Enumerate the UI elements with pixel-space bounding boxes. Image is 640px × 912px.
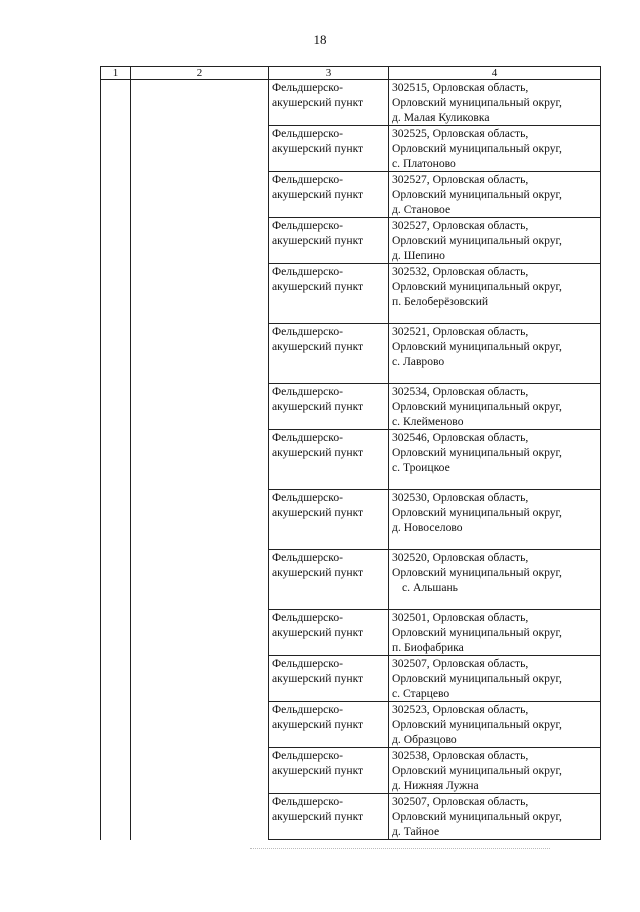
address-line: Орловский муниципальный округ, <box>392 446 562 459</box>
address-line: Орловский муниципальный округ, <box>392 810 562 823</box>
facility-type-line: акушерский пункт <box>272 446 364 459</box>
address-line: 302525, Орловская область, <box>392 127 529 140</box>
address-line: п. Биофабрика <box>392 641 464 654</box>
facility-type-line: акушерский пункт <box>272 400 364 413</box>
table-row <box>101 80 601 126</box>
address-line: д. Нижняя Лужна <box>392 779 479 792</box>
table-row <box>101 794 601 840</box>
address-line: Орловский муниципальный округ, <box>392 142 562 155</box>
cell-name <box>131 550 269 610</box>
cell-name <box>131 748 269 794</box>
cell-address <box>389 550 601 610</box>
cell-address <box>389 702 601 748</box>
cell-facility-type <box>269 126 389 172</box>
facility-type-line: акушерский пункт <box>272 626 364 639</box>
cell-number <box>101 80 131 126</box>
address-line: 302532, Орловская область, <box>392 265 529 278</box>
table-row <box>101 610 601 656</box>
cell-address <box>389 430 601 490</box>
cell-name <box>131 324 269 384</box>
address-line: 302520, Орловская область, <box>392 551 529 564</box>
address-line: 302523, Орловская область, <box>392 703 529 716</box>
cell-address <box>389 264 601 324</box>
facility-type-line: Фельдшерско- <box>272 219 343 232</box>
facility-type-line: Фельдшерско- <box>272 81 343 94</box>
cell-address <box>389 384 601 430</box>
address-line: 302527, Орловская область, <box>392 219 529 232</box>
address-line: 302507, Орловская область, <box>392 657 529 670</box>
facility-type-line: акушерский пункт <box>272 810 364 823</box>
address-line: д. Шепино <box>392 249 445 262</box>
cell-number <box>101 490 131 550</box>
cell-address <box>389 80 601 126</box>
table-row <box>101 550 601 610</box>
address-line: с. Старцево <box>392 687 450 700</box>
address-line: с. Платоново <box>392 157 456 170</box>
table-row <box>101 324 601 384</box>
cell-name <box>131 384 269 430</box>
cell-address <box>389 656 601 702</box>
cell-facility-type <box>269 80 389 126</box>
facility-type-line: акушерский пункт <box>272 96 364 109</box>
facility-type-line: Фельдшерско- <box>272 795 343 808</box>
cell-address <box>389 172 601 218</box>
cell-number <box>101 656 131 702</box>
facility-type-line: акушерский пункт <box>272 188 364 201</box>
facility-type-line: Фельдшерско- <box>272 491 343 504</box>
cell-name <box>131 794 269 840</box>
cell-number <box>101 218 131 264</box>
table-row <box>101 702 601 748</box>
cell-name <box>131 264 269 324</box>
cell-name <box>131 430 269 490</box>
cell-name <box>131 702 269 748</box>
cell-number <box>101 794 131 840</box>
cell-facility-type <box>269 656 389 702</box>
cell-name <box>131 126 269 172</box>
facility-type-line: Фельдшерско- <box>272 551 343 564</box>
table-row <box>101 172 601 218</box>
address-line: Орловский муниципальный округ, <box>392 718 562 731</box>
facility-type-line: Фельдшерско- <box>272 265 343 278</box>
cell-name <box>131 172 269 218</box>
address-line: 302501, Орловская область, <box>392 611 529 624</box>
cell-facility-type <box>269 610 389 656</box>
address-line: 302530, Орловская область, <box>392 491 529 504</box>
table-body <box>101 80 601 840</box>
address-line: п. Белоберёзовский <box>392 295 489 308</box>
cell-facility-type <box>269 324 389 384</box>
cell-name <box>131 80 269 126</box>
address-line: 302527, Орловская область, <box>392 173 529 186</box>
cell-number <box>101 126 131 172</box>
address-line: 302521, Орловская область, <box>392 325 529 338</box>
column-header-2: 2 <box>131 67 269 80</box>
cell-facility-type <box>269 794 389 840</box>
cell-number <box>101 748 131 794</box>
facility-type-line: акушерский пункт <box>272 340 364 353</box>
table-row <box>101 490 601 550</box>
cell-name <box>131 218 269 264</box>
address-line: д. Становое <box>392 203 451 216</box>
cell-address <box>389 218 601 264</box>
cell-number <box>101 430 131 490</box>
page-number: 18 <box>313 32 327 47</box>
facility-type-line: акушерский пункт <box>272 142 364 155</box>
cell-facility-type <box>269 748 389 794</box>
address-line: 302507, Орловская область, <box>392 795 529 808</box>
cell-facility-type <box>269 550 389 610</box>
facility-type-line: акушерский пункт <box>272 672 364 685</box>
address-line: Орловский муниципальный округ, <box>392 506 562 519</box>
address-line: д. Тайное <box>392 825 440 838</box>
cell-number <box>101 610 131 656</box>
facility-type-line: акушерский пункт <box>272 566 364 579</box>
cell-number <box>101 702 131 748</box>
address-line: Орловский муниципальный округ, <box>392 400 562 413</box>
header-row <box>101 67 601 80</box>
cell-number <box>101 172 131 218</box>
cell-facility-type <box>269 218 389 264</box>
table-row <box>101 218 601 264</box>
facility-type-line: Фельдшерско- <box>272 385 343 398</box>
facility-type-line: Фельдшерско- <box>272 127 343 140</box>
address-line: 302515, Орловская область, <box>392 81 529 94</box>
address-line: 302534, Орловская область, <box>392 385 529 398</box>
address-line: Орловский муниципальный округ, <box>392 96 562 109</box>
address-line: Орловский муниципальный округ, <box>392 626 562 639</box>
scan-artifact <box>250 848 550 850</box>
address-line: с. Троицкое <box>392 461 450 474</box>
table-row <box>101 264 601 324</box>
address-line: Орловский муниципальный округ, <box>392 188 562 201</box>
facility-type-line: Фельдшерско- <box>272 611 343 624</box>
cell-facility-type <box>269 384 389 430</box>
table-row <box>101 384 601 430</box>
facility-type-line: акушерский пункт <box>272 718 364 731</box>
address-line: Орловский муниципальный округ, <box>392 280 562 293</box>
address-line: с. Лаврово <box>392 355 445 368</box>
facility-type-line: акушерский пункт <box>272 234 364 247</box>
cell-facility-type <box>269 702 389 748</box>
address-line: Орловский муниципальный округ, <box>392 764 562 777</box>
facility-type-line: Фельдшерско- <box>272 703 343 716</box>
cell-address <box>389 324 601 384</box>
cell-facility-type <box>269 264 389 324</box>
address-line: д. Новоселово <box>392 521 463 534</box>
cell-address <box>389 610 601 656</box>
address-line: с. Клейменово <box>392 415 464 428</box>
cell-name <box>131 610 269 656</box>
cell-name <box>131 490 269 550</box>
facility-type-line: Фельдшерско- <box>272 325 343 338</box>
cell-facility-type <box>269 490 389 550</box>
address-line: д. Малая Куликовка <box>392 111 490 124</box>
address-line: Орловский муниципальный округ, <box>392 340 562 353</box>
facility-type-line: акушерский пункт <box>272 764 364 777</box>
table-row <box>101 656 601 702</box>
facilities-table <box>100 66 601 840</box>
address-line: 302538, Орловская область, <box>392 749 529 762</box>
cell-number <box>101 384 131 430</box>
facility-type-line: акушерский пункт <box>272 506 364 519</box>
address-line: 302546, Орловская область, <box>392 431 529 444</box>
column-header-4: 4 <box>389 67 601 80</box>
cell-address <box>389 794 601 840</box>
facility-type-line: Фельдшерско- <box>272 657 343 670</box>
table-row <box>101 748 601 794</box>
facility-type-line: Фельдшерско- <box>272 431 343 444</box>
column-header-1: 1 <box>101 67 131 80</box>
address-line: Орловский муниципальный округ, <box>392 566 562 579</box>
cell-name <box>131 656 269 702</box>
cell-number <box>101 550 131 610</box>
cell-facility-type <box>269 172 389 218</box>
facility-type-line: Фельдшерско- <box>272 749 343 762</box>
cell-number <box>101 264 131 324</box>
cell-address <box>389 748 601 794</box>
facility-type-line: акушерский пункт <box>272 280 364 293</box>
cell-address <box>389 126 601 172</box>
address-line: д. Образцово <box>392 733 457 746</box>
cell-facility-type <box>269 430 389 490</box>
table-row <box>101 126 601 172</box>
address-line: с. Альшань <box>402 581 458 594</box>
table-row <box>101 430 601 490</box>
address-line: Орловский муниципальный округ, <box>392 672 562 685</box>
cell-number <box>101 324 131 384</box>
facility-type-line: Фельдшерско- <box>272 173 343 186</box>
address-line: Орловский муниципальный округ, <box>392 234 562 247</box>
cell-address <box>389 490 601 550</box>
column-header-3: 3 <box>269 67 389 80</box>
